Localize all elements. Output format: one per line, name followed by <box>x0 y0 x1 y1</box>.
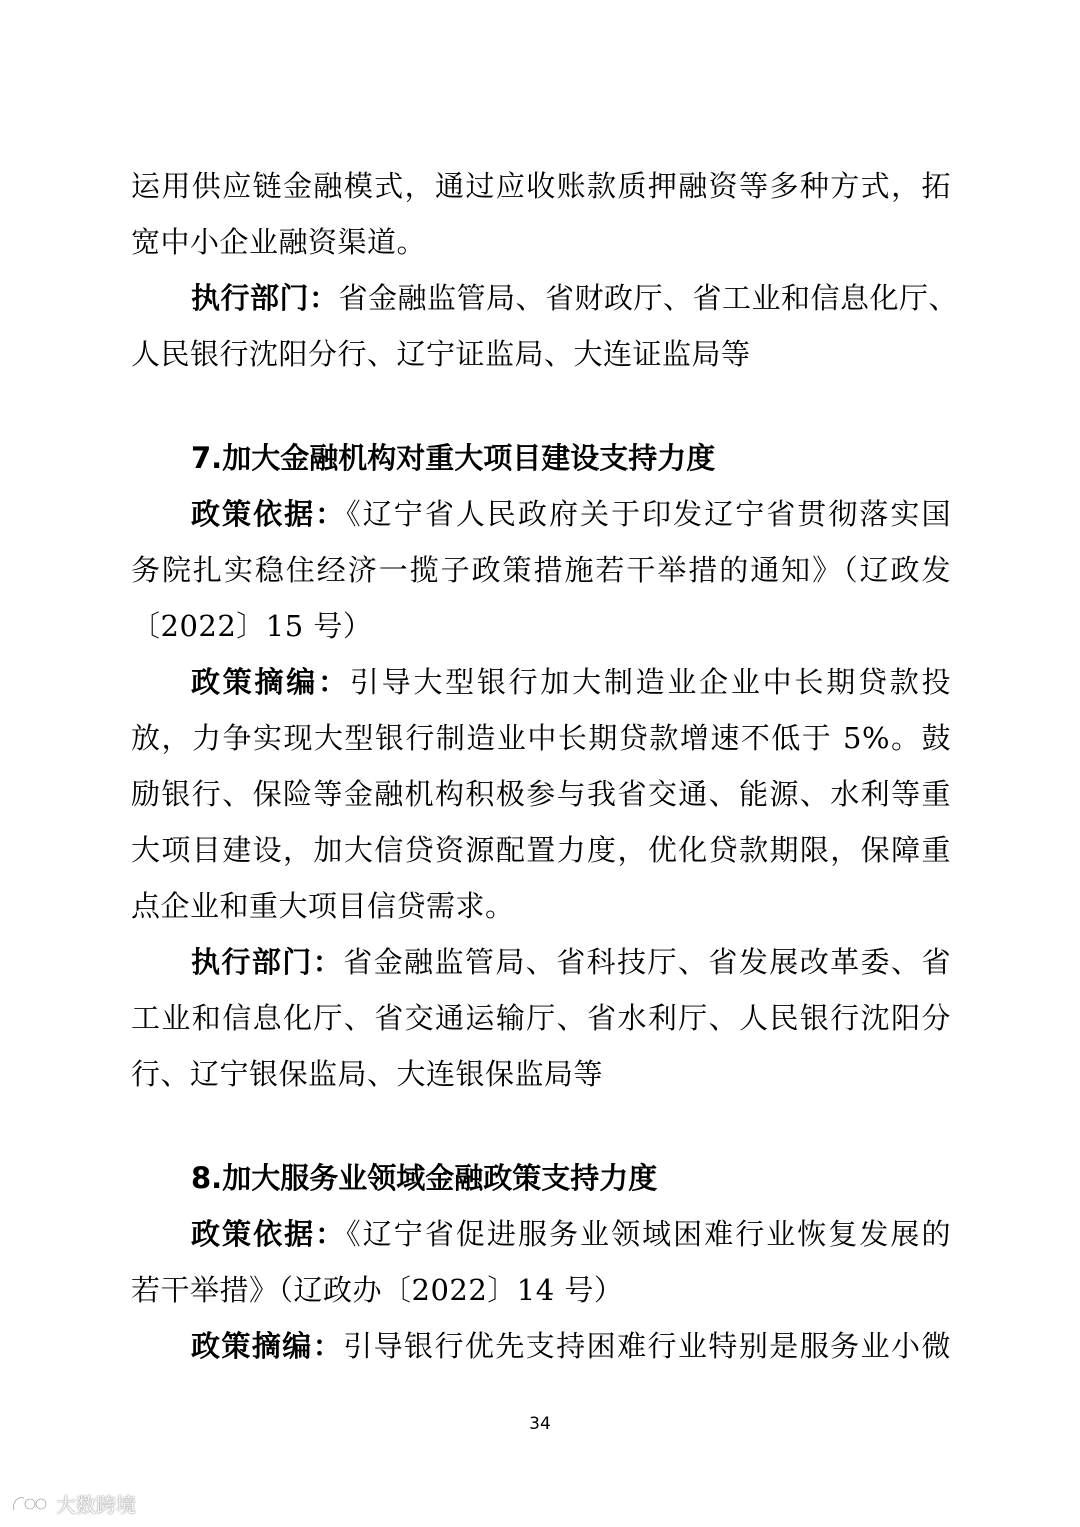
summary-label: 政策摘编： <box>191 1329 344 1363</box>
paragraph-line: 行、辽宁银保监局、大连银保监局等 <box>131 1057 604 1091</box>
basis-label: 政策依据： <box>191 1217 347 1251</box>
paragraph-line: 若干举措》（辽政办〔2022〕14 号） <box>131 1273 624 1307</box>
basis-paragraph-line <box>131 1206 951 1262</box>
dept-text: 省金融监管局、省科技厅、省发展改革委、省 <box>343 945 951 979</box>
watermark <box>10 1488 136 1518</box>
paragraph-line: 务院扎实稳住经济一揽子政策措施若干举措的通知》（辽政发 <box>131 553 951 587</box>
summary-text: 引导大型银行加大制造业企业中长期贷款投 <box>349 665 951 699</box>
paragraph-line: 工业和信息化厅、省交通运输厅、省水利厅、人民银行沈阳分 <box>131 1001 951 1035</box>
summary-text: 引导银行优先支持困难行业特别是服务业小微 <box>343 1329 951 1363</box>
section-gap <box>131 1102 951 1150</box>
basis-text: 《辽宁省人民政府关于印发辽宁省贯彻落实国 <box>346 497 951 531</box>
summary-paragraph-line <box>131 1318 951 1374</box>
watermark-logo-icon <box>10 1492 50 1514</box>
summary-label: 政策摘编： <box>191 665 350 699</box>
paragraph-line: 人民银行沈阳分行、辽宁证监局、大连证监局等 <box>131 337 751 371</box>
page-number: 34 <box>529 1414 551 1434</box>
section-7-heading: 7.加大金融机构对重大项目建设支持力度 <box>191 441 716 475</box>
section-gap <box>131 382 951 430</box>
basis-paragraph-line <box>131 486 951 542</box>
summary-paragraph-line <box>131 654 951 710</box>
paragraph-line: 〔2022〕15 号） <box>131 609 373 643</box>
document-body <box>131 158 959 1374</box>
paragraph-line: 运用供应链金融模式，通过应收账款质押融资等多种方式，拓 <box>131 169 951 203</box>
watermark-text: 大数跨境 <box>56 1492 136 1517</box>
basis-label: 政策依据： <box>191 497 347 531</box>
dept-paragraph-line <box>131 270 959 326</box>
paragraph-line: 点企业和重大项目信贷需求。 <box>131 889 515 923</box>
paragraph-line: 放，力争实现大型银行制造业中长期贷款增速不低于 5%。鼓 <box>131 721 951 755</box>
dept-paragraph-line <box>131 934 951 990</box>
paragraph-line: 宽中小企业融资渠道。 <box>131 225 427 259</box>
basis-text: 《辽宁省促进服务业领域困难行业恢复发展的 <box>346 1217 951 1251</box>
paragraph-line: 大项目建设，加大信贷资源配置力度，优化贷款期限，保障重 <box>131 833 951 867</box>
section-8-heading: 8.加大服务业领域金融政策支持力度 <box>191 1161 658 1195</box>
dept-label: 执行部门： <box>191 945 344 979</box>
paragraph-line: 励银行、保险等金融机构积极参与我省交通、能源、水利等重 <box>131 777 951 811</box>
dept-label: 执行部门： <box>191 281 339 315</box>
dept-text: 省金融监管局、省财政厅、省工业和信息化厅、 <box>338 281 959 315</box>
